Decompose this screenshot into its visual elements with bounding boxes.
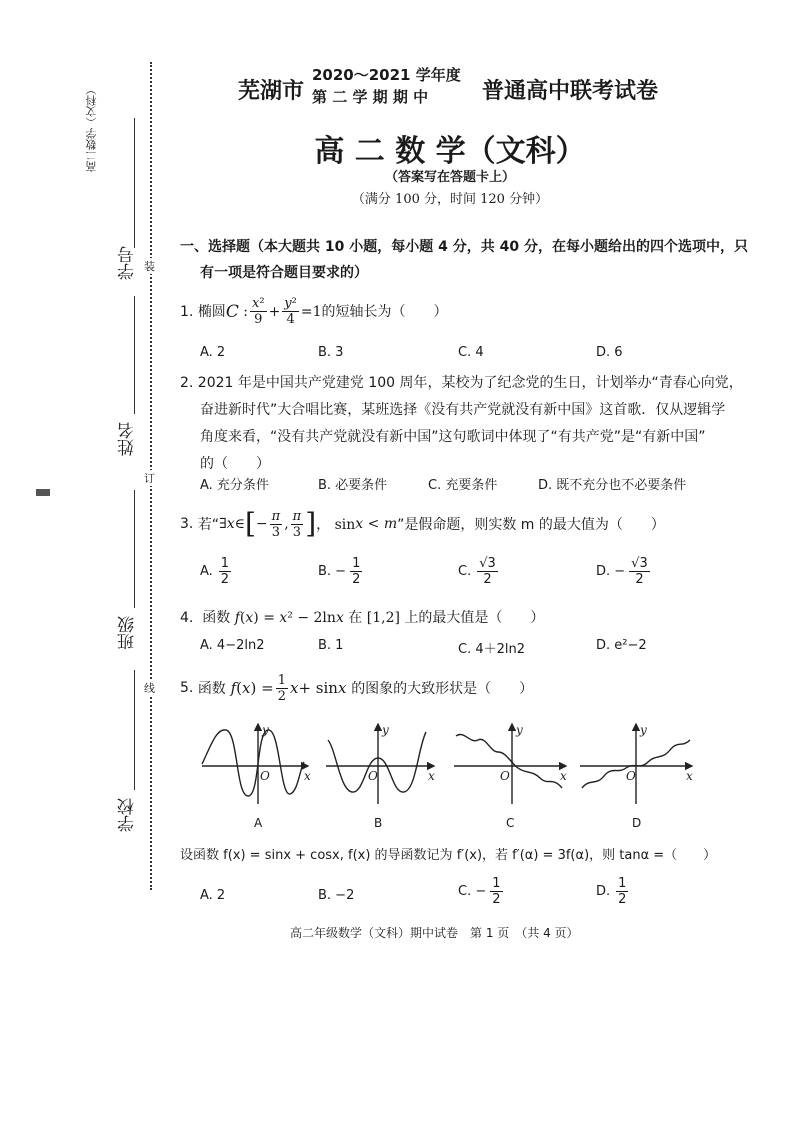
question-2	[180, 370, 743, 478]
binding-hole-mark	[36, 489, 50, 496]
graph-c-x-label: x	[560, 769, 567, 783]
q4-option-d: D. e²−2	[596, 638, 647, 653]
semester: 第 二 学 期 期 中	[312, 88, 429, 106]
q6-option-b: B. −2	[318, 888, 355, 903]
zhuang-mark: 装	[144, 260, 155, 273]
q2-option-a: A. 充分条件	[200, 478, 269, 493]
q4-number: 4.	[180, 610, 194, 626]
q2-option-d: D. 既不充分也不必要条件	[538, 478, 687, 493]
q6-option-c: C. − $\frac{1}{2}$	[458, 876, 501, 907]
graph-a-x-label: x	[304, 769, 311, 783]
graph-a-y-label: y	[262, 723, 269, 737]
q3-number: 3.	[180, 516, 194, 532]
graph-d-x-label: x	[686, 769, 693, 783]
q5-pre: 函数	[197, 681, 226, 697]
xingming-label: 姓名	[118, 422, 138, 456]
q3-pre: 若“	[197, 517, 220, 533]
graph-d	[580, 724, 692, 804]
question-3	[180, 506, 665, 542]
graph-d-origin: O	[626, 769, 636, 783]
q6-option-d: D. $\frac{1}{2}$	[596, 876, 627, 907]
q3-option-b: B. − $\frac{1}{2}$	[318, 556, 361, 587]
q5-post: 的图象的大致形状是（ ）	[351, 681, 534, 697]
xuexiao-label: 学校	[118, 798, 138, 832]
q2-line-4: 的（ ）	[200, 456, 270, 472]
q2-line-1: 2. 2021 年是中国共产党建党 100 周年，某校为了纪念党的生日，计划举办“青春心向党，	[180, 375, 743, 391]
subject-title: 高 二 数 学（文科）	[314, 134, 586, 169]
xuexiao-underline	[134, 670, 135, 790]
score-time: （满分 100 分，时间 120 分钟）	[351, 192, 549, 207]
q1-post: 的短轴长为（ ）	[321, 303, 448, 320]
q3-option-a: A. $\frac{1}{2}$	[200, 556, 230, 587]
q2-option-b: B. 必要条件	[318, 478, 388, 493]
graph-options	[196, 718, 706, 808]
question-1	[180, 296, 448, 327]
q2-line-2: 奋进新时代”大合唱比赛，某班选择《没有共产党就没有新中国》这首歌．仅从逻辑学	[200, 402, 726, 418]
q3-formula: ∃ x ∈ [ − $\frac{\pi}{3}$ , $\frac{\pi}{3}$ ] ， sin x < m	[219, 507, 398, 540]
q2-line-3: 角度来看，“没有共产党就没有新中国”这句歌词中体现了“有共产党”是“有新中国”	[200, 429, 706, 445]
q4-option-c: C. 4＋2ln2	[458, 642, 526, 657]
graph-c-origin: O	[500, 769, 510, 783]
q1-formula: C : $\frac{\text{x²}}{9}$ + $\frac{\text{y²}}{4}$ =1	[225, 296, 322, 327]
section1-line2: 有一项是符合题目要求的）	[200, 265, 368, 281]
q3-post: ”是假命题，则实数 m 的最大值为（ ）	[397, 517, 665, 533]
q4-post: 上的最大值是（ ）	[404, 610, 545, 626]
graph-a	[202, 724, 308, 804]
exam-name: 普通高中联考试卷	[482, 78, 659, 104]
q4-pre: 函数	[202, 610, 231, 626]
question-5	[180, 670, 533, 706]
xuehao-label: 学号	[118, 246, 138, 280]
graph-b-origin: O	[368, 769, 378, 783]
section1-line1: 一、选择题（本大题共 10 小题，每小题 4 分，共 40 分，在每小题给出的四个选项中，只	[180, 239, 748, 255]
q6-option-a: A. 2	[200, 888, 226, 903]
graph-b-x-label: x	[428, 769, 435, 783]
graph-b-y-label: y	[382, 723, 389, 737]
q4-formula: f(x) = x² − 2lnx 在 [1,2]	[234, 610, 400, 626]
page-footer: 高二年级数学（文科）期中试卷 第 1 页 （共 4 页）	[290, 926, 579, 940]
question-4	[180, 604, 544, 632]
q1-pre: 椭圆	[197, 303, 226, 320]
graph-label-b: B	[374, 816, 383, 830]
banji-underline	[134, 490, 135, 608]
sidebar-top-label: 高二数学（文科）	[85, 84, 98, 172]
banji-label: 班级	[118, 616, 138, 650]
graph-d-y-label: y	[640, 723, 647, 737]
exam-header	[238, 64, 658, 112]
xian-mark: 线	[144, 682, 155, 695]
q4-option-a: A. 4−2ln2	[200, 638, 265, 653]
answer-note: （答案写在答题卡上）	[384, 170, 515, 185]
graph-label-d: D	[632, 816, 642, 830]
xuehao-underline	[134, 118, 135, 248]
graph-b	[326, 724, 434, 804]
q2-option-c: C. 充要条件	[428, 478, 498, 493]
q1-option-c: C. 4	[458, 345, 484, 360]
graph-label-a: A	[254, 816, 263, 830]
graph-c-y-label: y	[516, 723, 523, 737]
ding-mark: 订	[144, 472, 155, 485]
question-6: 设函数 f(x) = sinx + cosx, f(x) 的导函数记为 f′(x)，若 f′(α) = 3f(α)，则 tanα =（ ）	[180, 848, 717, 863]
q5-formula: f ( x ) = $\frac{1}{2}$ x + sin x	[230, 672, 347, 704]
q3-option-c: C. $\frac{√3}{2}$	[458, 556, 496, 587]
school-year: 2020～2021 学年度	[312, 66, 461, 84]
q1-option-b: B. 3	[318, 345, 344, 360]
q1-option-a: A. 2	[200, 345, 226, 360]
graph-a-origin: O	[260, 769, 270, 783]
graph-c	[454, 724, 566, 804]
xingming-underline	[134, 296, 135, 414]
graph-label-c: C	[506, 816, 515, 830]
q1-option-d: D. 6	[596, 345, 623, 360]
q3-option-d: D. − $\frac{√3}{2}$	[596, 556, 648, 587]
q1-number: 1.	[180, 303, 194, 320]
q5-number: 5.	[180, 680, 194, 696]
q4-option-b: B. 1	[318, 638, 344, 653]
city-name: 芜湖市	[238, 78, 305, 104]
